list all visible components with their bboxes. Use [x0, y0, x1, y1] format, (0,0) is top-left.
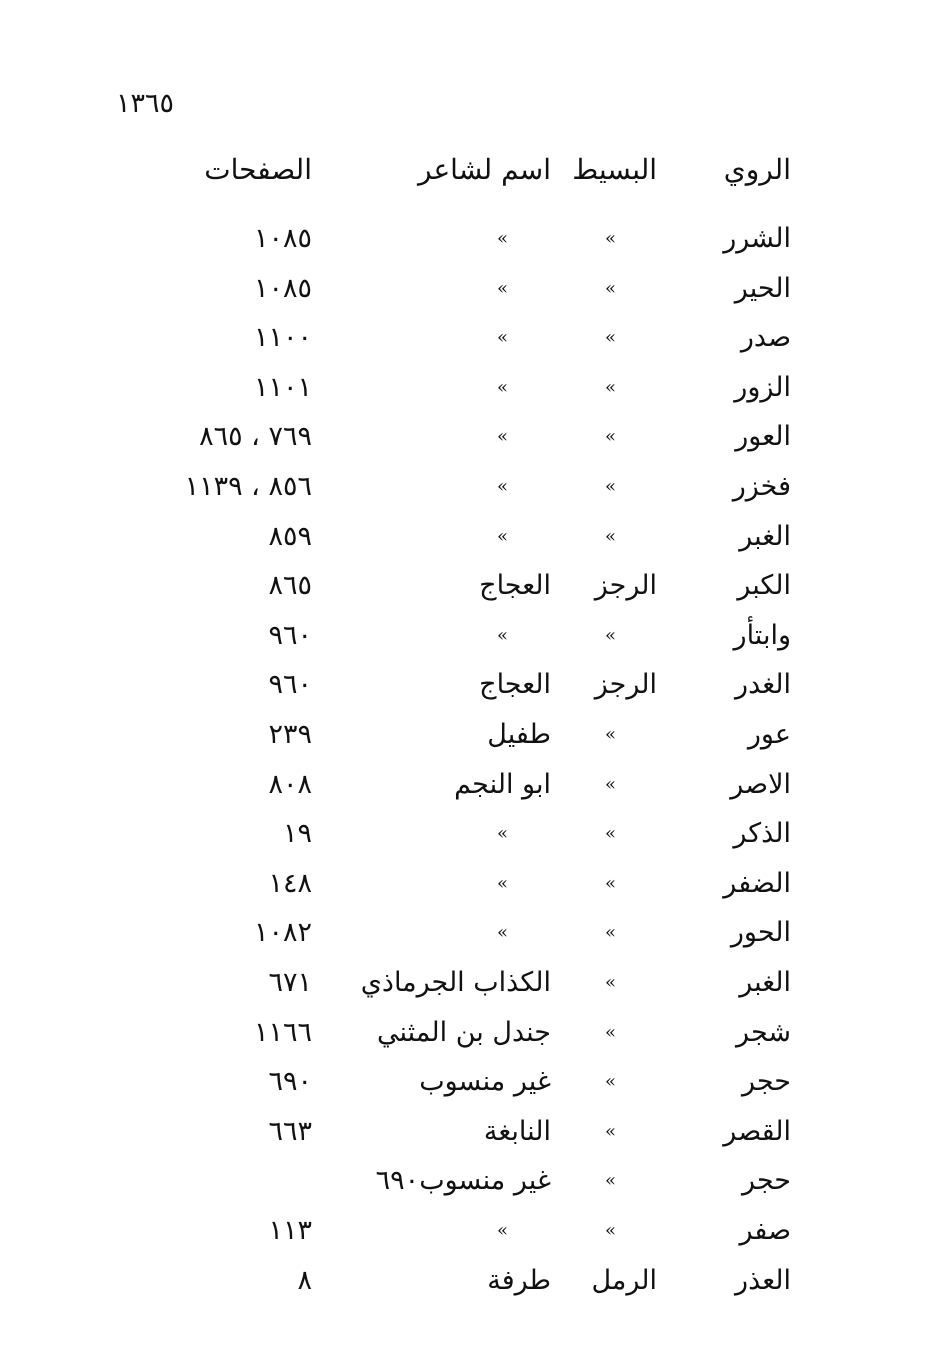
cell-poet: العجاج	[479, 669, 551, 701]
header-bahr: البسيط	[572, 153, 657, 186]
cell-poet: »	[496, 327, 508, 349]
cell-bahr: »	[604, 1120, 616, 1142]
table-row	[0, 1112, 934, 1152]
cell-rawi: الغبر	[739, 520, 791, 552]
cell-bahr: »	[604, 426, 616, 448]
cell-poet: جندل بن المثني	[377, 1016, 551, 1048]
cell-bahr: الرجز	[594, 570, 657, 602]
cell-rawi: الزور	[734, 371, 791, 403]
cell-bahr: الرجز	[594, 669, 657, 701]
cell-rawi: شجر	[736, 1016, 791, 1048]
header-poet: اسم لشاعر	[418, 153, 551, 186]
cell-pages: ١١٠١	[253, 371, 312, 403]
table-row	[0, 566, 934, 606]
cell-rawi: الحير	[734, 272, 791, 304]
table-row	[0, 665, 934, 705]
table-row	[0, 1013, 934, 1053]
cell-rawi: الحور	[730, 917, 791, 949]
table-row	[0, 1261, 934, 1301]
cell-poet: ابو النجم	[454, 768, 551, 800]
table-row	[0, 864, 934, 904]
table-row	[0, 913, 934, 953]
cell-bahr: »	[604, 277, 616, 299]
cell-pages: ١٩	[282, 818, 312, 850]
cell-poet: »	[496, 1220, 508, 1241]
cell-pages: ٦٧١	[268, 967, 312, 998]
cell-bahr: »	[604, 525, 616, 547]
cell-poet: »	[496, 476, 508, 497]
table-row	[0, 616, 934, 656]
cell-rawi: الضفر	[723, 867, 791, 899]
cell-rawi: الغدر	[735, 669, 791, 701]
cell-bahr: »	[604, 872, 616, 894]
cell-pages: ١١٠٠	[253, 322, 312, 354]
cell-pages: ١١٣	[268, 1215, 312, 1246]
table-row	[0, 318, 934, 358]
cell-poet: »	[496, 426, 508, 448]
cell-poet: »	[496, 823, 508, 845]
cell-poet: طرفة	[487, 1264, 551, 1296]
cell-rawi: وابتأر	[733, 619, 791, 651]
cell-pages: ٨٥٩	[268, 520, 312, 552]
cell-bahr: »	[604, 476, 616, 497]
cell-bahr: »	[604, 1170, 616, 1192]
cell-poet: الكذاب الجرماذي	[360, 967, 551, 998]
cell-bahr: »	[604, 1071, 616, 1093]
table-row	[0, 963, 934, 1003]
cell-bahr: »	[604, 1220, 616, 1241]
cell-poet: »	[496, 376, 508, 398]
cell-bahr: »	[604, 972, 616, 993]
cell-pages: ٨٦٥	[268, 570, 312, 602]
cell-pages: ٩٦٠	[268, 669, 312, 701]
cell-poet: »	[496, 277, 508, 299]
cell-bahr: »	[604, 773, 616, 795]
cell-bahr: »	[604, 922, 616, 944]
cell-rawi: حجر	[741, 1066, 791, 1098]
table-row	[0, 1062, 934, 1102]
table-row	[0, 1161, 934, 1201]
header-rawi: الروي	[723, 153, 791, 186]
cell-pages: ١٠٨٥	[253, 223, 312, 254]
cell-poet: »	[496, 228, 508, 249]
cell-poet: العجاج	[479, 570, 551, 602]
cell-pages: ٦٦٣	[268, 1115, 312, 1147]
table-row	[0, 765, 934, 805]
cell-poet: طفيل	[487, 719, 551, 750]
cell-rawi: العذر	[735, 1264, 791, 1296]
cell-poet: »	[496, 922, 508, 944]
table-row	[0, 814, 934, 854]
cell-pages: ٨	[297, 1264, 312, 1296]
table-row	[0, 368, 934, 408]
cell-rawi: حجر	[741, 1165, 791, 1197]
table-header	[0, 150, 934, 190]
table-row	[0, 467, 934, 507]
table-row	[0, 269, 934, 309]
cell-poet: »	[496, 872, 508, 894]
cell-bahr: »	[604, 228, 616, 249]
cell-bahr: »	[604, 823, 616, 845]
cell-pages: ٨٥٦ ، ١١٣٩	[184, 471, 312, 502]
cell-rawi: فخزر	[732, 471, 791, 502]
table-row	[0, 715, 934, 755]
table-row	[0, 417, 934, 457]
table-row	[0, 517, 934, 557]
cell-pages: ١١٦٦	[253, 1016, 312, 1048]
cell-rawi: الاصر	[730, 768, 791, 800]
cell-pages: ١٤٨	[268, 867, 312, 899]
table-row	[0, 219, 934, 259]
cell-pages: ١٠٨٢	[253, 917, 312, 949]
cell-pages: ٨٠٨	[268, 768, 312, 800]
cell-poet: غير منسوب	[419, 1066, 551, 1098]
cell-pages: ٩٦٠	[268, 619, 312, 651]
cell-pages: ٢٣٩	[268, 719, 312, 750]
cell-poet: غير منسوب٦٩٠	[375, 1165, 551, 1197]
page-number: ١٣٦٥	[116, 88, 175, 119]
cell-bahr: »	[604, 376, 616, 398]
cell-pages: ١٠٨٥	[253, 272, 312, 304]
cell-poet: النابغة	[483, 1115, 551, 1147]
cell-rawi: صفر	[739, 1215, 791, 1246]
cell-poet: »	[496, 525, 508, 547]
cell-rawi: الشرر	[723, 223, 791, 254]
cell-bahr: »	[604, 327, 616, 349]
cell-rawi: الكبر	[737, 570, 791, 602]
cell-bahr: »	[604, 724, 616, 745]
header-pages: الصفحات	[204, 153, 312, 186]
cell-pages: ٧٦٩ ، ٨٦٥	[199, 421, 312, 453]
cell-bahr: »	[604, 1021, 616, 1043]
cell-rawi: الغبر	[739, 967, 791, 998]
cell-pages: ٦٩٠	[268, 1066, 312, 1098]
cell-rawi: الذكر	[733, 818, 791, 850]
cell-rawi: القصر	[723, 1115, 791, 1147]
cell-bahr: الرمل	[591, 1264, 657, 1296]
cell-rawi: عور	[747, 719, 791, 750]
cell-rawi: صدر	[740, 322, 791, 354]
cell-poet: »	[496, 624, 508, 646]
cell-rawi: العور	[735, 421, 791, 453]
table-row	[0, 1211, 934, 1251]
cell-bahr: »	[604, 624, 616, 646]
